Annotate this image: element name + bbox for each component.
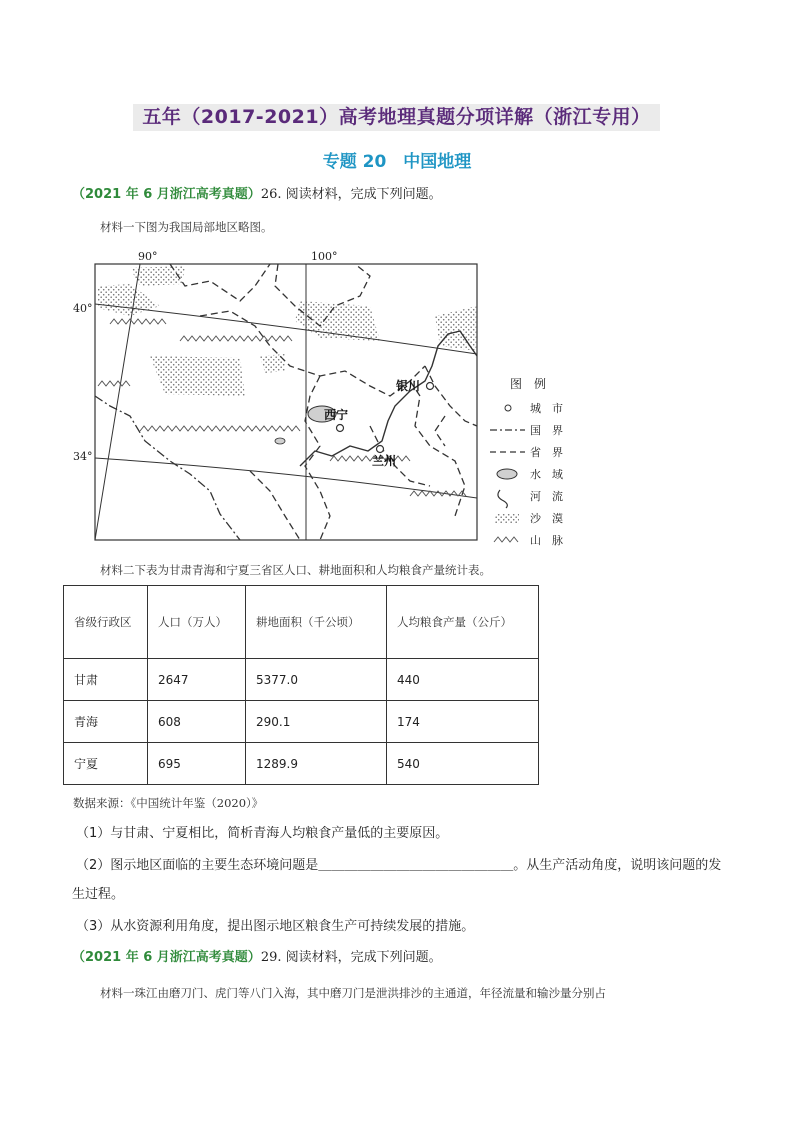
question-2-line-2: 生过程。	[72, 887, 125, 902]
table-cell: 5377.0	[246, 659, 387, 701]
table-cell: 174	[387, 701, 539, 743]
table-header-cell: 省级行政区	[64, 586, 148, 659]
table-cell: 540	[387, 743, 539, 785]
material-1-caption: 材料一下图为我国局部地区略图。	[100, 220, 273, 234]
table-header-row	[64, 586, 539, 659]
table-header-cell: 人均粮食产量（公斤）	[387, 586, 539, 659]
city-label-lanzhou: 兰州	[372, 454, 397, 468]
question-29-material-1: 材料一珠江由磨刀门、虎门等八门入海，其中磨刀门是泄洪排沙的主通道，年径流量和输沙量分别占	[100, 986, 606, 1000]
city-label-xining: 西宁	[324, 408, 349, 422]
material-2-caption: 材料二下表为甘肃青海和宁夏三省区人口、耕地面积和人均粮食产量统计表。	[100, 563, 491, 577]
lon-label-100: 100°	[311, 250, 338, 263]
table-row	[64, 659, 539, 701]
legend-label-city: 城 市	[530, 402, 563, 415]
question-2-line-1: （2）图示地区面临的主要生态环境问题是＿＿＿＿＿＿＿＿＿＿＿＿＿＿＿。从生产活动角度，说明该问题的发	[76, 858, 722, 873]
page-title: 五年（2017-2021）高考地理真题分项详解（浙江专用）	[133, 104, 660, 131]
table-cell: 440	[387, 659, 539, 701]
question-stem: 29. 阅读材料，完成下列问题。	[260, 950, 442, 965]
legend-label-desert: 沙 漠	[530, 512, 563, 525]
mountain-icon	[494, 537, 518, 542]
legend-label-national: 国 界	[530, 424, 563, 437]
lake-small	[275, 438, 285, 444]
desert-icon	[495, 514, 519, 524]
legend-label-provincial: 省 界	[530, 446, 563, 459]
legend-label-river: 河 流	[530, 490, 563, 503]
table-cell: 695	[148, 743, 246, 785]
lat-label-40: 40°	[73, 302, 93, 315]
statistics-table	[63, 585, 539, 785]
question-stem: 26. 阅读材料，完成下列问题。	[260, 187, 442, 202]
table-cell: 608	[148, 701, 246, 743]
city-lanzhou-marker	[377, 446, 384, 453]
legend-title: 图 例	[510, 377, 547, 391]
lat-label-34: 34°	[73, 450, 93, 463]
question-1: （1）与甘肃、宁夏相比，简析青海人均粮食产量低的主要原因。	[76, 826, 449, 841]
water-icon	[497, 469, 517, 479]
table-row	[64, 743, 539, 785]
data-source-note: 数据来源：《中国统计年鉴（2020）》	[73, 796, 264, 810]
table-cell: 宁夏	[64, 743, 148, 785]
lon-label-90: 90°	[138, 250, 158, 263]
table-cell: 甘肃	[64, 659, 148, 701]
regional-map	[70, 246, 590, 552]
city-yinchuan-marker	[427, 383, 434, 390]
question-26-header	[72, 186, 442, 204]
legend-label-mountain: 山 脉	[530, 534, 563, 547]
city-xining-marker	[337, 425, 344, 432]
table-cell: 290.1	[246, 701, 387, 743]
map-legend	[490, 376, 563, 547]
table-header-cell: 耕地面积（千公顷）	[246, 586, 387, 659]
city-icon	[505, 405, 511, 411]
table-row	[64, 701, 539, 743]
city-label-yinchuan: 银川	[396, 379, 421, 393]
table-header-cell: 人口（万人）	[148, 586, 246, 659]
table-cell: 1289.9	[246, 743, 387, 785]
river-icon	[498, 490, 507, 508]
table-cell: 2647	[148, 659, 246, 701]
question-source: （2021 年 6 月浙江高考真题）	[72, 950, 261, 965]
question-3: （3）从水资源利用角度，提出图示地区粮食生产可持续发展的措施。	[76, 919, 475, 934]
question-29-header	[72, 949, 442, 967]
table-cell: 青海	[64, 701, 148, 743]
legend-label-water: 水 域	[530, 468, 563, 481]
question-source: （2021 年 6 月浙江高考真题）	[72, 187, 261, 202]
topic-subtitle: 专题 20 中国地理	[322, 152, 472, 172]
